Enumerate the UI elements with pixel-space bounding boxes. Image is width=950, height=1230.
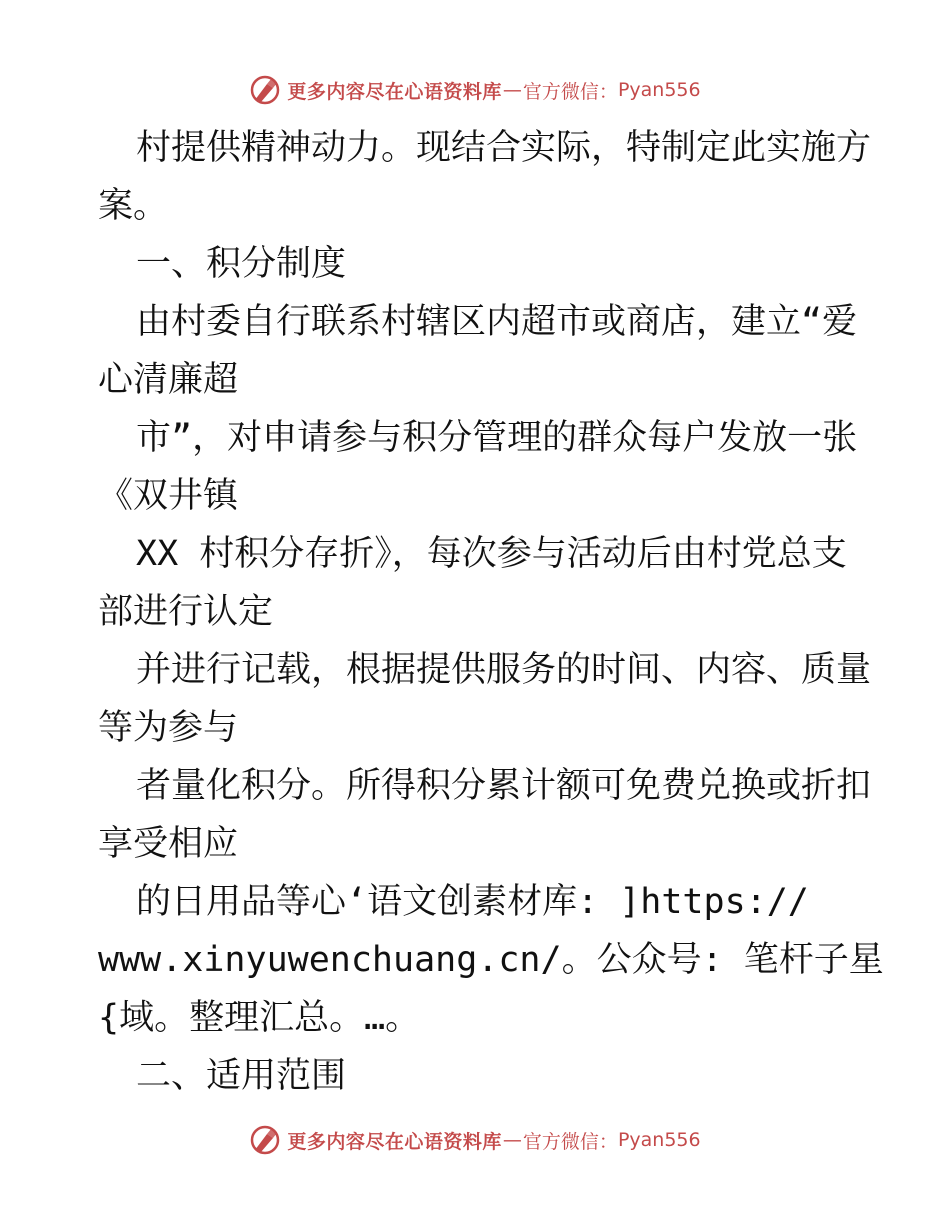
text-line: 二、适用范围 bbox=[136, 1056, 347, 1096]
text-line: 一、积分制度 bbox=[136, 244, 347, 284]
pen-nib-logo-icon bbox=[249, 74, 281, 106]
text-line: 享受相应 bbox=[98, 824, 239, 864]
text-line: 村提供精神动力。现结合实际，特制定此实施方 bbox=[136, 128, 872, 168]
text-line: 部进行认定 bbox=[98, 592, 274, 632]
text-line: 的日用品等心‘语文创素材库: ]https:// bbox=[136, 882, 809, 922]
banner-title: 更多内容尽在心语资料库 bbox=[287, 80, 502, 103]
banner-official-label: 官方微信： bbox=[522, 80, 618, 103]
text-line: 市”，对申请参与积分管理的群众每户发放一张 bbox=[136, 418, 858, 458]
banner-wechat-id: Pyan556 bbox=[617, 1129, 701, 1151]
text-line: 由村委自行联系村辖区内超市或商店，建立“爱 bbox=[136, 302, 858, 342]
pen-nib-logo-icon bbox=[249, 1124, 281, 1156]
header-watermark-banner bbox=[0, 70, 950, 110]
text-line: 案。 bbox=[98, 186, 169, 226]
text-line: {域。整理汇总。…。 bbox=[98, 998, 421, 1038]
banner-dash: — bbox=[502, 1129, 522, 1151]
banner-dash: — bbox=[502, 79, 522, 101]
text-line: 并进行记载，根据提供服务的时间、内容、质量 bbox=[136, 650, 872, 690]
text-line: 《双井镇 bbox=[98, 476, 239, 516]
banner-wechat-id: Pyan556 bbox=[617, 79, 701, 101]
text-line: www.xinyuwenchuang.cn/。公众号: 笔杆子星 bbox=[98, 940, 884, 980]
banner-title: 更多内容尽在心语资料库 bbox=[287, 1130, 502, 1153]
text-line: 等为参与 bbox=[98, 708, 239, 748]
text-line: 者量化积分。所得积分累计额可免费兑换或折扣 bbox=[136, 766, 872, 806]
text-line: 心清廉超 bbox=[98, 360, 239, 400]
footer-watermark-banner bbox=[0, 1120, 950, 1160]
banner-official-label: 官方微信： bbox=[522, 1130, 618, 1153]
text-line: XX 村积分存折》，每次参与活动后由村党总支 bbox=[136, 534, 847, 574]
